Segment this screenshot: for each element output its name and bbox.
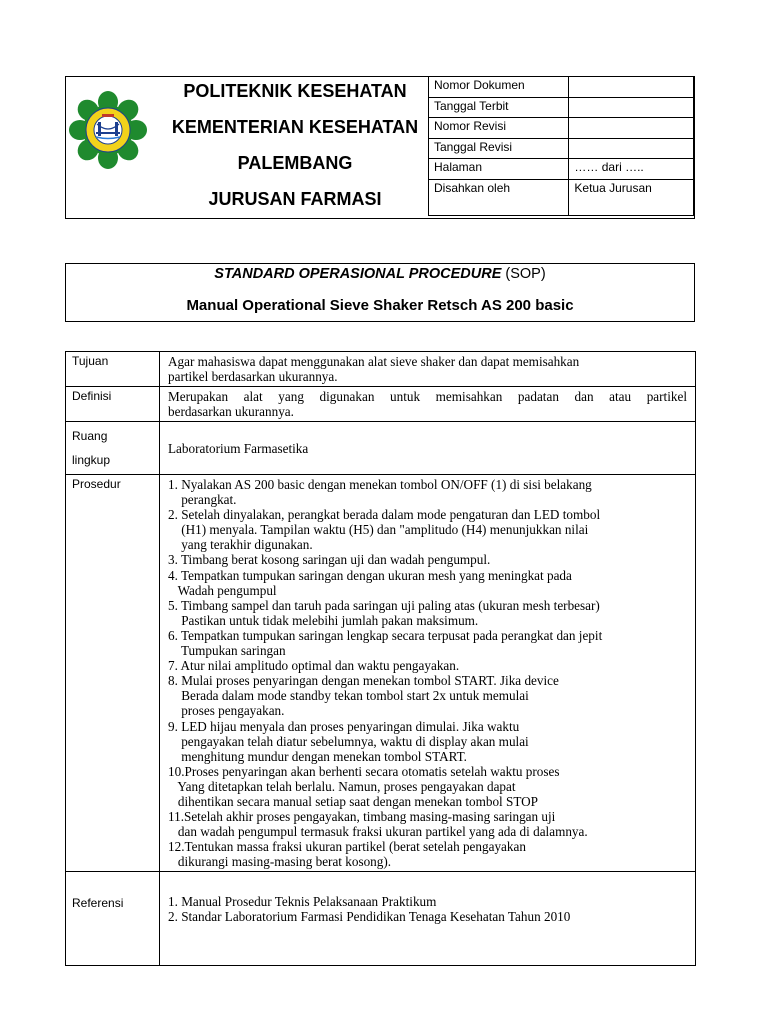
procedure-line: 8. Mulai proses penyaringan dengan menekan tombol START. Jika device — [168, 673, 559, 689]
procedure-line: Tumpukan saringan — [168, 643, 286, 659]
table-row — [66, 352, 696, 387]
table-row — [66, 422, 696, 475]
row-label: Tujuan — [66, 352, 160, 387]
sop-title-italic: STANDARD OPERASIONAL PROCEDURE — [214, 266, 502, 282]
table-row — [66, 475, 696, 872]
doc-info-row — [429, 77, 694, 98]
procedure-line: dan wadah pengumpul termasuk fraksi ukuran partikel yang ada di dalamnya. — [168, 824, 588, 840]
procedure-line: Pastikan untuk tidak melebihi jumlah pakan maksimum. — [168, 612, 479, 628]
text-line: berdasarkan ukurannya. — [168, 404, 294, 419]
procedure-line: dihentikan secara manual setiap saat dengan menekan tombol STOP — [168, 793, 539, 809]
sop-content-table — [65, 351, 696, 966]
procedure-line: 1. Nyalakan AS 200 basic dengan menekan tombol ON/OFF (1) di sisi belakang — [168, 477, 592, 492]
institution-line: JURUSAN FARMASI — [208, 189, 382, 209]
doc-info-value — [569, 138, 694, 159]
sop-title-suffix: (SOP) — [501, 266, 546, 282]
sop-title — [66, 266, 694, 282]
institution-line: PALEMBANG — [237, 153, 353, 173]
doc-info-value: …… dari ….. — [569, 159, 694, 180]
procedure-line: 11.Setelah akhir proses pengayakan, timbang masing-masing saringan uji — [168, 809, 556, 825]
procedure-line: 4. Tempatkan tumpukan saringan dengan ukuran mesh yang meningkat pada — [168, 567, 572, 583]
doc-info-value — [569, 77, 694, 98]
procedure-line: 9. LED hijau menyala dan proses penyaringan dimulai. Jika waktu — [168, 718, 520, 734]
row-label-line: Ruang — [72, 429, 108, 443]
row-label: Prosedur — [66, 475, 160, 872]
procedure-line: 2. Setelah dinyalakan, perangkat berada dalam mode pengaturan dan LED tombol — [168, 507, 601, 523]
row-value — [160, 872, 696, 966]
doc-info-value: Ketua Jurusan — [569, 179, 694, 215]
procedure-line: menghitung mundur dengan menekan tombol START. — [168, 748, 467, 764]
procedure-line: 10.Proses penyaringan akan berhenti secara otomatis setelah waktu proses — [168, 763, 560, 779]
doc-info-row — [429, 179, 694, 215]
institution-line: POLITEKNIK KESEHATAN — [183, 81, 407, 101]
procedure-line: Wadah pengumpul — [168, 582, 277, 598]
header-block — [65, 76, 695, 219]
procedure-line: pengayakan telah diatur sebelumnya, waktu di display akan mulai — [168, 733, 529, 749]
text-line: Agar mahasiswa dapat menggunakan alat sieve shaker dan dapat memisahkan — [168, 354, 580, 369]
doc-info-value — [569, 118, 694, 139]
procedure-line: 7. Atur nilai amplitudo optimal dan waktu pengayakan. — [168, 658, 460, 674]
doc-info-label: Disahkan oleh — [429, 179, 569, 215]
procedure-line: 5. Timbang sampel dan taruh pada saringan uji paling atas (ukuran mesh terbesar) — [168, 597, 600, 613]
institution-line: KEMENTERIAN KESEHATAN — [171, 117, 419, 137]
row-label: Definisi — [66, 387, 160, 422]
procedure-line: Yang ditetapkan telah berlalu. Namun, proses pengayakan dapat — [168, 778, 516, 794]
reference-item: 1. Manual Prosedur Teknis Pelaksanaan Praktikum — [168, 894, 437, 910]
row-value — [160, 352, 696, 387]
reference-item: 2. Standar Laboratorium Farmasi Pendidikan Tenaga Kesehatan Tahun 2010 — [168, 909, 571, 925]
procedure-line: Berada dalam mode standby tekan tombol start 2x untuk memulai — [168, 688, 529, 704]
procedure-line: yang terakhir digunakan. — [168, 537, 313, 553]
row-value — [160, 387, 696, 422]
table-row — [66, 387, 696, 422]
institution-name — [161, 77, 429, 218]
row-value — [160, 475, 696, 872]
doc-info-label: Nomor Revisi — [429, 118, 569, 139]
doc-info-label: Tanggal Revisi — [429, 138, 569, 159]
row-label: Referensi — [66, 872, 160, 966]
doc-info-label: Nomor Dokumen — [429, 77, 569, 98]
row-label-line: lingkup — [72, 453, 111, 467]
procedure-line: 3. Timbang berat kosong saringan uji dan wadah pengumpul. — [168, 552, 491, 568]
doc-info-label: Tanggal Terbit — [429, 97, 569, 118]
procedure-line: dikurangi masing-masing berat kosong). — [168, 854, 392, 870]
procedure-line: (H1) menyala. Tampilan waktu (H5) dan "amplitudo (H4) menunjukkan nilai — [168, 522, 589, 538]
procedure-line: proses pengayakan. — [168, 703, 285, 719]
doc-info-row — [429, 138, 694, 159]
procedure-list — [168, 477, 687, 869]
doc-info-row — [429, 118, 694, 139]
document-info-table — [428, 76, 694, 216]
sop-subtitle: Manual Operational Sieve Shaker Retsch AS 200 basic — [186, 297, 574, 314]
institution-logo-icon — [69, 91, 147, 169]
sop-title-box — [65, 263, 695, 322]
procedure-line: 12.Tentukan massa fraksi ukuran partikel (berat setelah pengayakan — [168, 839, 526, 855]
row-value: Laboratorium Farmasetika — [160, 422, 696, 475]
procedure-line: perangkat. — [168, 492, 237, 508]
doc-info-value — [569, 97, 694, 118]
doc-info-row — [429, 97, 694, 118]
text-line: partikel berdasarkan ukurannya. — [168, 369, 338, 384]
doc-info-row — [429, 159, 694, 180]
text-line: Merupakan alat yang digunakan untuk memisahkan padatan dan atau partikel — [168, 389, 687, 404]
table-row — [66, 872, 696, 966]
row-label — [66, 422, 160, 475]
doc-info-label: Halaman — [429, 159, 569, 180]
procedure-line: 6. Tempatkan tumpukan saringan lengkap secara terpusat pada perangkat dan jepit — [168, 627, 603, 643]
